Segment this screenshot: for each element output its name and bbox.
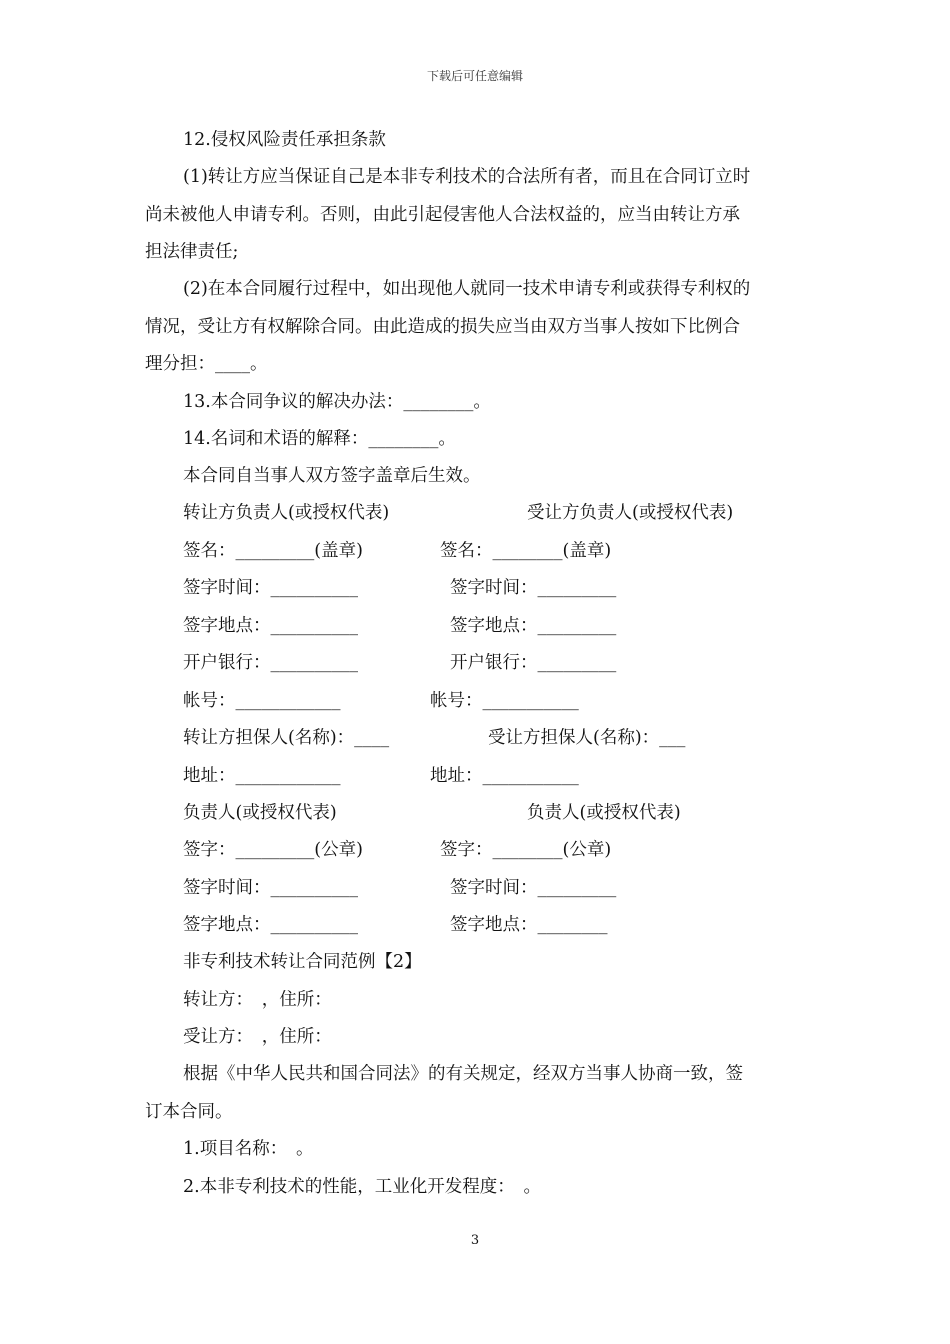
sign-right-time2: 签字时间：_________ — [450, 878, 617, 898]
sign-left-head: 转让方负责人(或授权代表) — [183, 503, 390, 523]
sign-left-name: 签名：_________(盖章) — [183, 541, 363, 561]
section2-transferor: 转让方： ，住所： — [183, 990, 332, 1010]
sign-left-time2: 签字时间：__________ — [183, 878, 358, 898]
sign-left-place: 签字地点：__________ — [183, 616, 358, 636]
sign-left-sig: 签字：_________(公章) — [183, 840, 363, 860]
sign-right-address: 地址：___________ — [430, 766, 579, 786]
sign-left-account: 帐号：____________ — [183, 691, 341, 711]
sign-right-time: 签字时间：_________ — [450, 578, 617, 598]
sign-right-guarantor: 受让方担保人(名称)：___ — [488, 728, 686, 748]
section2-basis-line1: 根据《中华人民共和国合同法》的有关规定，经双方当事人协商一致，签 — [183, 1064, 743, 1084]
sign-left-address: 地址：____________ — [183, 766, 341, 786]
clause-12-title: 12.侵权风险责任承担条款 — [183, 130, 386, 150]
clause-12-p1-line3: 担法律责任; — [145, 242, 239, 262]
clause-14: 14.名词和术语的解释：________。 — [183, 429, 456, 449]
sign-right-sig: 签字：________(公章) — [440, 840, 612, 860]
sign-left-resp: 负责人(或授权代表) — [183, 803, 337, 823]
sign-right-place2: 签字地点：________ — [450, 915, 608, 935]
sign-right-resp: 负责人(或授权代表) — [527, 803, 681, 823]
clause-13: 13.本合同争议的解决办法：________。 — [183, 392, 491, 412]
sign-right-place: 签字地点：_________ — [450, 616, 617, 636]
clause-12-p2-line3: 理分担：____。 — [145, 354, 268, 374]
clause-12-p1-line2: 尚未被他人申请专利。否则，由此引起侵害他人合法权益的，应当由转让方承 — [145, 205, 740, 225]
section2-title: 非专利技术转让合同范例【2】 — [183, 952, 422, 972]
section2-transferee: 受让方： ，住所： — [183, 1027, 332, 1047]
sign-right-bank: 开户银行：_________ — [450, 653, 617, 673]
section2-basis-line2: 订本合同。 — [145, 1102, 233, 1122]
page-header: 下载后可任意编辑 — [426, 69, 523, 83]
sign-left-time: 签字时间：__________ — [183, 578, 358, 598]
clause-12-p1-line1: (1)转让方应当保证自己是本非专利技术的合法所有者，而且在合同订立时 — [183, 167, 751, 187]
section2-item2: 2.本非专利技术的性能，工业化开发程度： 。 — [183, 1177, 541, 1197]
sign-left-guarantor: 转让方担保人(名称)：____ — [183, 728, 390, 748]
section2-item1: 1.项目名称： 。 — [183, 1139, 314, 1159]
sign-right-name: 签名：________(盖章) — [440, 541, 612, 561]
clause-12-p2-line2: 情况，受让方有权解除合同。由此造成的损失应当由双方当事人按如下比例合 — [145, 317, 740, 337]
page-number: 3 — [470, 1233, 480, 1248]
sign-right-head: 受让方负责人(或授权代表) — [527, 503, 734, 523]
sign-right-account: 帐号：___________ — [430, 691, 579, 711]
sign-left-place2: 签字地点：__________ — [183, 915, 358, 935]
effect-statement: 本合同自当事人双方签字盖章后生效。 — [183, 466, 481, 486]
clause-12-p2-line1: (2)在本合同履行过程中，如出现他人就同一技术申请专利或获得专利权的 — [183, 279, 751, 299]
sign-left-bank: 开户银行：__________ — [183, 653, 358, 673]
